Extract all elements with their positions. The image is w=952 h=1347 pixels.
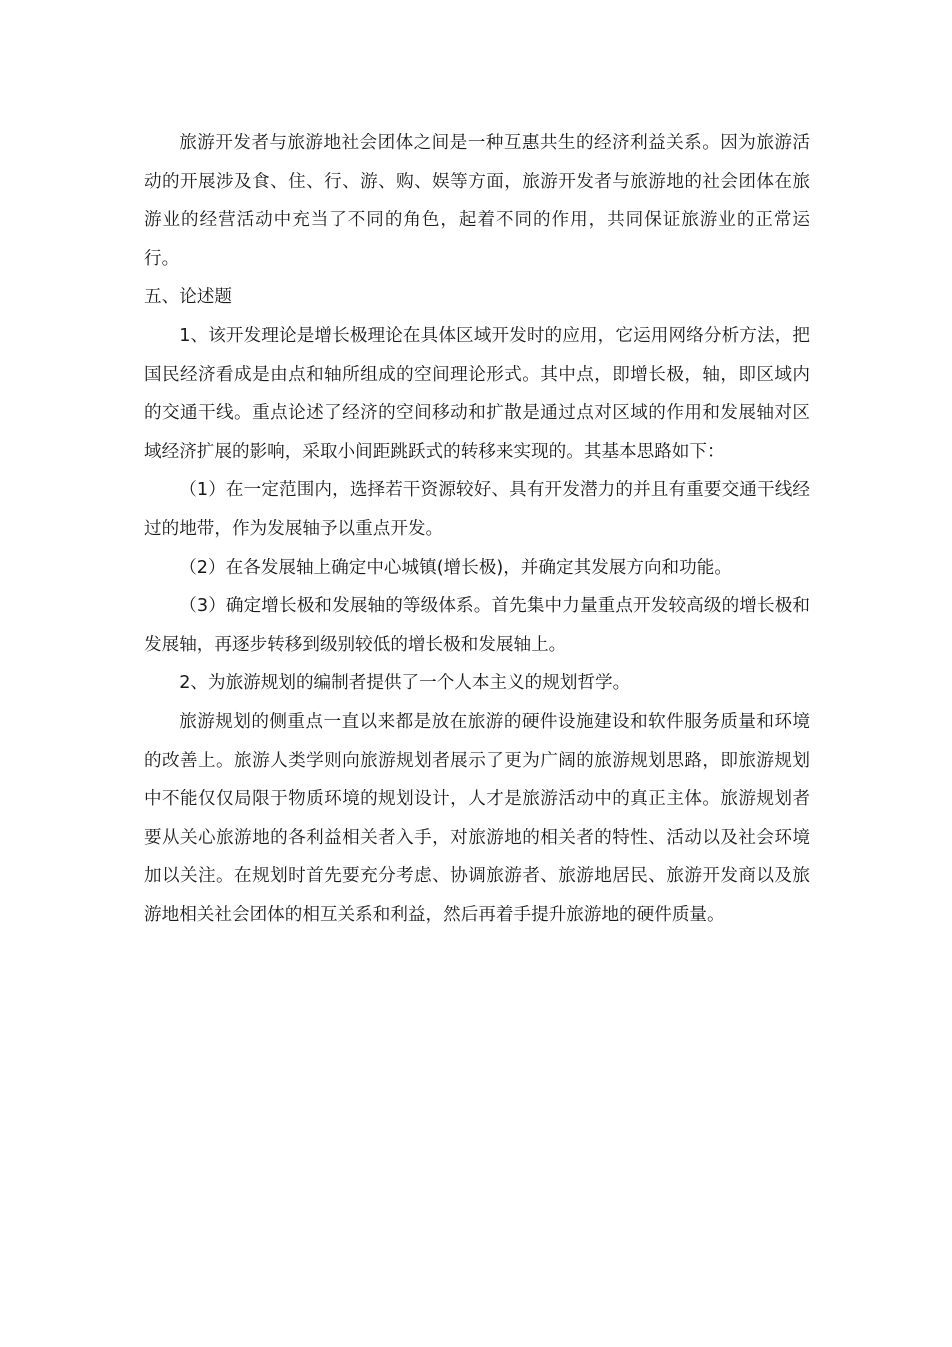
paragraph-humanist-philosophy: 2、为旅游规划的编制者提供了一个人本主义的规划哲学。 — [179, 673, 631, 694]
paragraph-mutual-benefit: 旅游开发者与旅游地社会团体之间是一种互惠共生的经济利益关系。因为旅游活动的开展涉及食、住、行、游、购、娱等方面，旅游开发者与旅游地的社会团体在旅游业的经营活动中充当了不同的角色，起着不同的作用，共同保证旅游业的正常运行。 — [144, 133, 810, 269]
paragraph-planning-focus: 旅游规划的侧重点一直以来都是放在旅游的硬件设施建设和软件服务质量和环境的改善上。旅游人类学则向旅游规划者展示了更为广阔的旅游规划思路，即旅游规划中不能仅仅局限于物质环境的规划设计，人才是旅游活动中的真正主体。旅游规划者要从关心旅游地的各利益相关者入手，对旅游地的相关者的特性、活动以及社会环境加以关注。在规划时首先要充分考虑、协调旅游者、旅游地居民、旅游开发商以及旅游地相关社会团体的相互关系和利益，然后再着手提升旅游地的硬件质量。 — [144, 711, 810, 925]
document-page — [144, 124, 810, 934]
list-item-step-2: （2）在各发展轴上确定中心城镇(增长极)，并确定其发展方向和功能。 — [179, 557, 732, 578]
list-item-step-3: （3）确定增长极和发展轴的等级体系。首先集中力量重点开发较高级的增长极和发展轴，再逐步转移到级别较低的增长极和发展轴上。 — [144, 596, 810, 655]
list-item-step-1: （1）在一定范围内，选择若干资源较好、具有开发潜力的并且有重要交通干线经过的地带，作为发展轴予以重点开发。 — [144, 480, 810, 539]
paragraph-point-axis-theory: 1、该开发理论是增长极理论在具体区域开发时的应用，它运用网络分析方法，把国民经济看成是由点和轴所组成的空间理论形式。其中点，即增长极，轴，即区域内的交通干线。重点论述了经济的空间移动和扩散是通过点对区域的作用和发展轴对区域经济扩展的影响，采取小间距跳跃式的转移来实现的。其基本思路如下： — [144, 325, 810, 462]
section-heading-essay: 五、论述题 — [144, 287, 232, 308]
